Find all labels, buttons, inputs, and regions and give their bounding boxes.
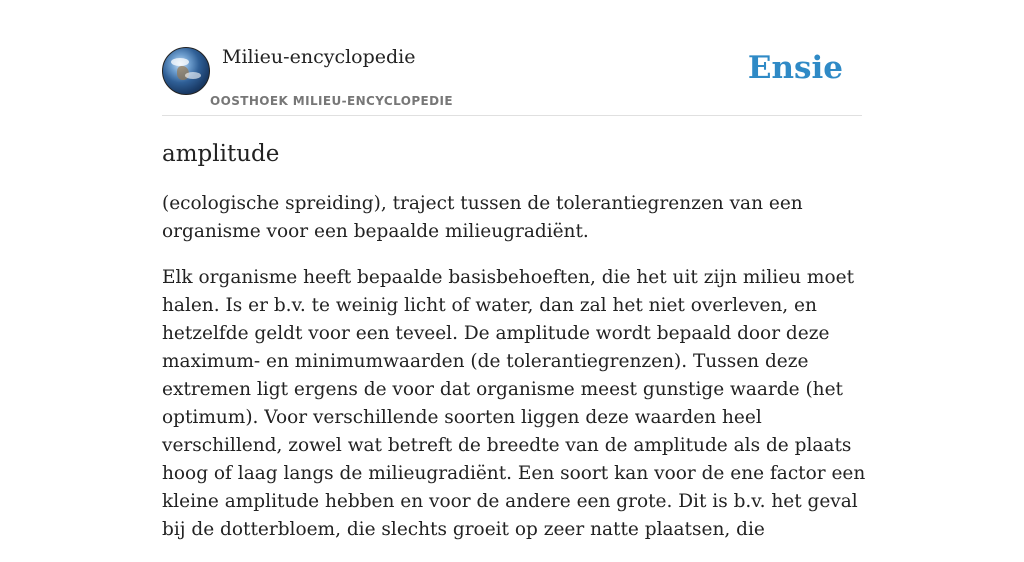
site-header xyxy=(162,40,862,116)
globe-cloud xyxy=(185,72,201,79)
article-paragraph: (ecologische spreiding), traject tussen de tolerantiegrenzen van een organisme voor een bepaalde milieugradiënt. xyxy=(162,193,803,242)
site-subtitle: OOSTHOEK MILIEU-ENCYCLOPEDIE xyxy=(210,94,453,108)
globe-cloud xyxy=(171,58,189,66)
earth-globe-icon[interactable] xyxy=(162,47,210,95)
article xyxy=(162,138,867,562)
article-paragraph: Elk organisme heeft bepaalde basisbehoeften, die het uit zijn milieu moet halen. Is er b.v. te weinig licht of water, dan zal het niet overleven, en hetzelfde geldt voor een teveel. De amplitude wordt bepaald door deze maximum- en minimumwaarden (de tolerantiegrenzen). Tussen deze extremen ligt ergens de voor dat organisme meest gunstige waarde (het optimum). Voor verschillende soorten liggen deze waarden heel verschillend, zowel wat betreft de breedte van de amplitude als de plaats hoog of laag langs de milieugradiënt. Een soort kan voor de ene factor een kleine amplitude hebben en voor de andere een grote. Dit is b.v. het geval bij de dotterbloem, die slechts groeit op zeer natte plaatsen, die xyxy=(162,267,866,540)
ensie-logo-link[interactable]: Ensie xyxy=(747,50,843,86)
site-title-link[interactable]: Milieu-encyclopedie xyxy=(222,46,416,68)
article-title: amplitude xyxy=(162,141,280,167)
